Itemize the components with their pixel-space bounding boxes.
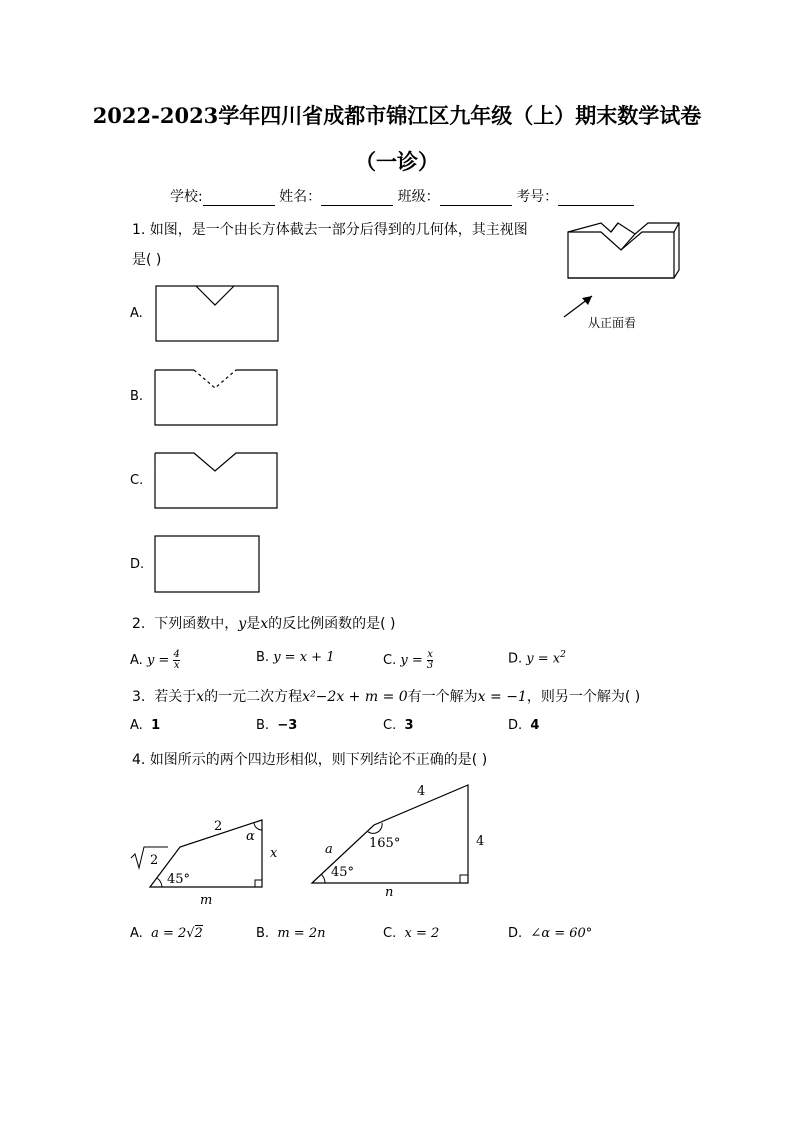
fig2-top-label: 4	[417, 784, 426, 799]
q1-option-d-figure[interactable]	[154, 535, 262, 595]
q2-option-c[interactable]: C. y = $\frac{x}{3}$	[383, 649, 434, 671]
exam-no-label: 考号：	[516, 189, 559, 205]
student-info-line	[170, 186, 634, 206]
fig2-left-label: a	[325, 842, 333, 857]
q4-text: 4. 如图所示的两个四边形相似，则下列结论不正确的是( )	[132, 752, 488, 768]
q3-text: 3. 若关于x的一元二次方程x²−2x + m = 0有一个解为x = −1，则另一个解为( )	[132, 689, 641, 705]
name-label: 姓名：	[279, 189, 322, 205]
q4-option-d[interactable]: D. ∠α = 60°	[508, 926, 593, 941]
q2-option-d[interactable]: D. $y = x^2$	[508, 650, 566, 667]
q4-option-a[interactable]: A. a = 2√2	[130, 926, 203, 941]
q1-option-b-label: B.	[130, 389, 144, 404]
q4-option-c[interactable]: C. x = 2	[383, 926, 440, 941]
q4-quadrilateral-small	[128, 810, 298, 910]
fig2-right-label: 4	[476, 834, 485, 849]
q1-option-b-figure[interactable]	[154, 368, 280, 428]
page-subtitle: （一诊）	[355, 149, 439, 174]
class-blank[interactable]	[440, 189, 512, 206]
class-label: 班级：	[397, 189, 440, 205]
q2-text: 2. 下列函数中，y是x的反比例函数的是( )	[132, 616, 396, 632]
q3-option-b[interactable]: B. −3	[256, 718, 298, 733]
name-blank[interactable]	[321, 189, 393, 206]
fig2-bottom-label: n	[385, 885, 394, 900]
fig1-right-label: x	[270, 846, 278, 861]
q3-option-d[interactable]: D. 4	[508, 718, 540, 733]
q1-option-c-label: C.	[130, 473, 144, 488]
fig2-top-angle-label: 165°	[369, 836, 401, 851]
school-label: 学校:	[170, 189, 203, 205]
fig2-angle-label: 45°	[331, 865, 355, 880]
q1-option-a-label: A.	[130, 306, 143, 321]
q1-text-line1: 1. 如图，是一个由长方体截去一部分后得到的几何体，其主视图	[132, 222, 528, 238]
q2-option-b[interactable]: B. y = x + 1	[256, 650, 335, 665]
q4-quadrilateral-large	[305, 775, 505, 905]
q3-option-a[interactable]: A. 1	[130, 718, 161, 733]
q1-text-line2: 是( )	[132, 252, 162, 268]
page-title: 2022-2023学年四川省成都市锦江区九年级（上）期末数学试卷	[92, 103, 702, 128]
school-blank[interactable]	[203, 189, 275, 206]
q4-option-b[interactable]: B. m = 2n	[256, 926, 326, 941]
fig1-alpha-label: α	[246, 829, 255, 844]
q1-option-a-figure[interactable]	[155, 285, 280, 343]
fig1-sqrt-value: 2	[150, 853, 159, 868]
fig1-angle-label: 45°	[167, 872, 191, 887]
q1-option-c-figure[interactable]	[154, 451, 280, 511]
fig1-top-label: 2	[214, 819, 223, 834]
fig1-bottom-label: m	[200, 893, 213, 908]
view-direction-label: 从正面看	[588, 316, 637, 330]
exam-no-blank[interactable]	[558, 189, 634, 206]
q3-option-c[interactable]: C. 3	[383, 718, 414, 733]
q2-option-a[interactable]: A. y = $\frac{4}{x}$	[130, 649, 180, 671]
q1-option-d-label: D.	[130, 557, 145, 572]
